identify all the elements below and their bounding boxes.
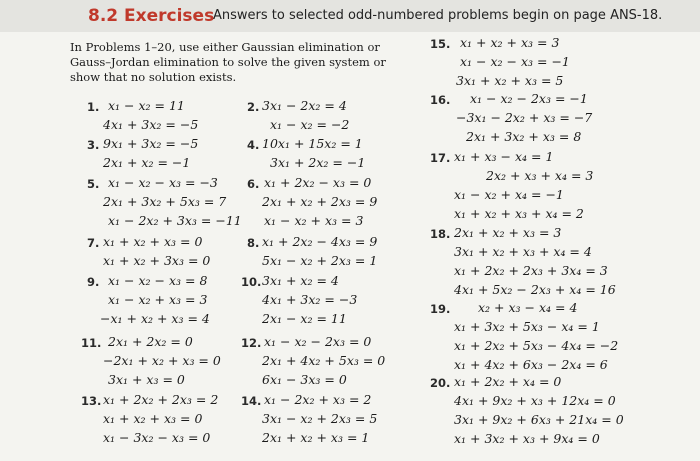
equation: −x₁ + x₂ + x₃ = 4 — [100, 311, 210, 326]
equation: x₁ − x₂ − 2x₃ = 0 — [264, 334, 372, 349]
equation: 4x₁ + 9x₂ + x₃ + 12x₄ = 0 — [454, 393, 616, 408]
equation: 6x₁ − 3x₃ = 0 — [262, 372, 347, 387]
equation: 2x₁ − x₂ = 11 — [262, 311, 347, 326]
equation: x₁ + 2x₂ + 5x₃ − 4x₄ = −2 — [454, 338, 619, 353]
equation: x₁ − x₂ − x₃ = −3 — [108, 175, 218, 190]
equation: 5x₁ − x₂ + 2x₃ = 1 — [262, 253, 378, 268]
equation: x₁ + x₂ + x₃ = 3 — [460, 35, 560, 50]
equation: x₁ + 3x₂ + x₃ + 9x₄ = 0 — [454, 431, 600, 446]
equation: x₁ − x₂ − 2x₃ = −1 — [470, 91, 588, 106]
problem-number: 10. — [241, 275, 262, 289]
problem-number: 20. — [430, 376, 451, 390]
equation: 2x₁ + 4x₂ + 5x₃ = 0 — [262, 353, 386, 368]
equation: 4x₁ + 5x₂ − 2x₃ + x₄ = 16 — [454, 282, 616, 297]
problem-number: 1. — [87, 100, 100, 114]
problem-number: 3. — [87, 138, 100, 152]
equation: 3x₁ + x₂ = 4 — [262, 273, 339, 288]
equation: x₁ + 2x₂ + 2x₃ = 2 — [103, 392, 219, 407]
equation: 9x₁ + 3x₂ = −5 — [103, 136, 199, 151]
equation: 2x₁ + x₂ + 2x₃ = 9 — [262, 194, 378, 209]
equation: x₁ − x₂ − x₃ = −1 — [460, 54, 570, 69]
equation: 2x₁ + 3x₂ + 5x₃ = 7 — [103, 194, 227, 209]
equation: 3x₁ + x₂ + x₃ + x₄ = 4 — [454, 244, 592, 259]
equation: 2x₂ + x₃ + x₄ = 3 — [486, 168, 594, 183]
equation: x₁ + x₃ − x₄ = 1 — [454, 149, 554, 164]
equation: x₁ + x₂ + x₃ = 0 — [103, 234, 203, 249]
equation: x₁ − x₂ + x₃ = 3 — [108, 292, 208, 307]
equation: x₁ + 3x₂ + 5x₃ − x₄ = 1 — [454, 319, 600, 334]
problem-number: 14. — [241, 394, 262, 408]
equation: x₁ − x₂ + x₄ = −1 — [454, 187, 564, 202]
equation: x₁ − 2x₂ + 3x₃ = −11 — [108, 213, 242, 228]
problem-number: 17. — [430, 151, 451, 165]
equation: 10x₁ + 15x₂ = 1 — [262, 136, 363, 151]
equation: −3x₁ − 2x₂ + x₃ = −7 — [456, 110, 593, 125]
problem-number: 6. — [247, 177, 260, 191]
problem-number: 4. — [247, 138, 260, 152]
problem-number: 2. — [247, 100, 260, 114]
equation: x₁ − x₂ = −2 — [270, 117, 350, 132]
equation: x₁ + 4x₂ + 6x₃ − 2x₄ = 6 — [454, 357, 608, 372]
equation: x₂ + x₃ − x₄ = 4 — [478, 300, 578, 315]
equation: x₁ + 2x₂ − x₃ = 0 — [264, 175, 372, 190]
equation: 3x₁ + x₂ + x₃ = 5 — [456, 73, 564, 88]
problem-number: 8. — [247, 236, 260, 250]
equation: x₁ − x₂ − x₃ = 8 — [108, 273, 208, 288]
equation: 3x₁ + 2x₂ = −1 — [270, 155, 366, 170]
equation: x₁ − 2x₂ + x₃ = 2 — [264, 392, 372, 407]
problem-number: 7. — [87, 236, 100, 250]
equation: x₁ − 3x₂ − x₃ = 0 — [103, 430, 211, 445]
equation: −2x₁ + x₂ + x₃ = 0 — [103, 353, 221, 368]
equation: 3x₁ − 2x₂ = 4 — [262, 98, 347, 113]
equation: 2x₁ + x₂ = −1 — [103, 155, 191, 170]
equation: 2x₁ + 2x₂ = 0 — [108, 334, 193, 349]
problem-number: 19. — [430, 302, 451, 316]
problems-instructions: In Problems 1–20, use either Gaussian elimination or Gauss–Jordan elimination to solve the given system or show that no solution exists. — [70, 40, 386, 84]
equation: x₁ + 2x₂ − 4x₃ = 9 — [262, 234, 378, 249]
equation: 2x₁ + x₂ + x₃ = 3 — [454, 225, 562, 240]
equation: 3x₁ − x₂ + 2x₃ = 5 — [262, 411, 378, 426]
problem-number: 9. — [87, 275, 100, 289]
section-title: 8.2 Exercises — [88, 6, 215, 26]
equation: x₁ − x₂ + x₃ = 3 — [264, 213, 364, 228]
equation: x₁ + x₂ + 3x₃ = 0 — [103, 253, 211, 268]
problem-number: 15. — [430, 37, 451, 51]
equation: x₁ + x₂ + x₃ + x₄ = 2 — [454, 206, 584, 221]
equation: x₁ − x₂ = 11 — [108, 98, 185, 113]
equation: 3x₁ + x₃ = 0 — [108, 372, 185, 387]
equation: 4x₁ + 3x₂ = −5 — [103, 117, 199, 132]
problem-number: 5. — [87, 177, 100, 191]
problem-number: 16. — [430, 93, 451, 107]
problem-number: 12. — [241, 336, 262, 350]
equation: 2x₁ + x₂ + x₃ = 1 — [262, 430, 370, 445]
answers-note: Answers to selected odd-numbered problems begin on page ANS-18. — [213, 8, 663, 23]
equation: 2x₁ + 3x₂ + x₃ = 8 — [466, 129, 582, 144]
problem-number: 18. — [430, 227, 451, 241]
equation: 4x₁ + 3x₂ = −3 — [262, 292, 358, 307]
problem-number: 13. — [81, 394, 102, 408]
equation: 3x₁ + 9x₂ + 6x₃ + 21x₄ = 0 — [454, 412, 624, 427]
equation: x₁ + 2x₂ + 2x₃ + 3x₄ = 3 — [454, 263, 608, 278]
equation: x₁ + x₂ + x₃ = 0 — [103, 411, 203, 426]
problem-number: 11. — [81, 336, 102, 350]
equation: x₁ + 2x₂ + x₄ = 0 — [454, 374, 562, 389]
